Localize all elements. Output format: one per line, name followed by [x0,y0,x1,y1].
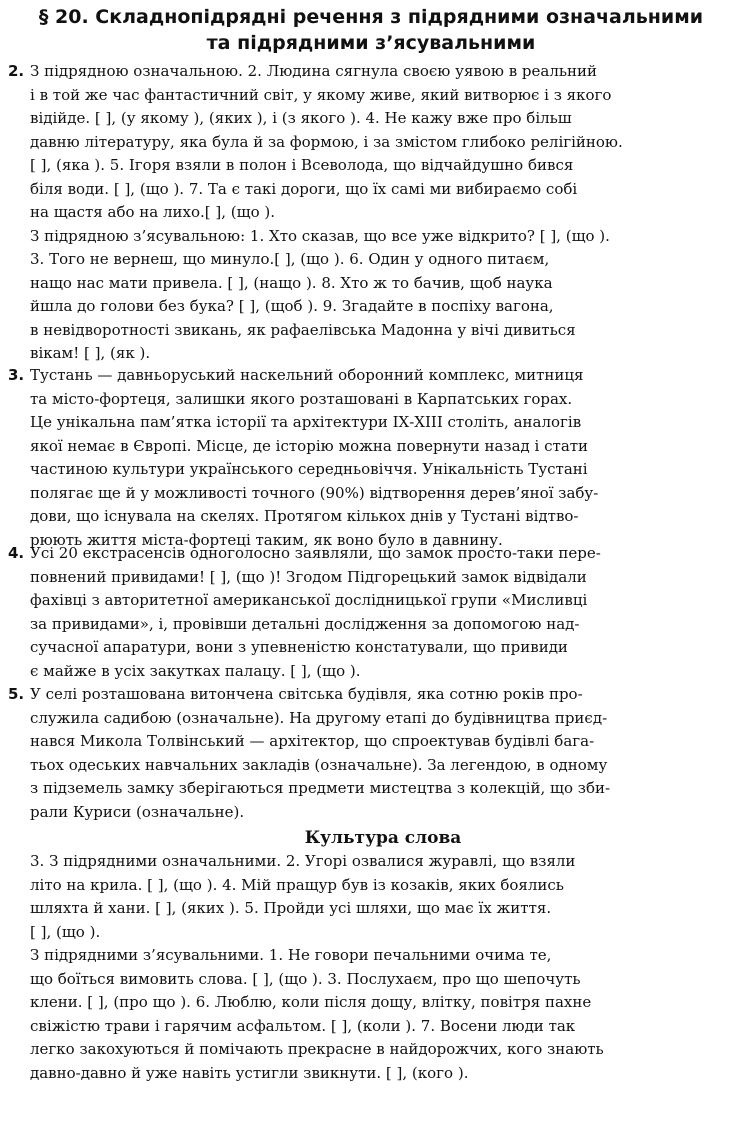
text-line: клени. [ ], (про що ). 6. Люблю, коли після дощу, влітку, повітря пахне [30,993,592,1011]
text-line: йшла до голови без бука? [ ], (щоб ). 9. Згадайте в поспіху вагона, [30,297,554,315]
text-line: У селі розташована витончена світська будівля, яка сотню років про- [30,685,583,703]
exercise-number: 2. [8,62,25,80]
text-line: 3. З підрядними означальними. 2. Угорі озвалися журавлі, що взяли [30,852,576,870]
text-line: З підрядною з’ясувальною: 1. Хто сказав, що все уже відкрито? [ ], (що ). [30,226,610,245]
text-line: [ ], (яка ). 5. Ігоря взяли в полон і Всеволода, що відчайдушно бився [30,156,574,174]
text-line: на щастя або на лихо.[ ], (що ). [30,203,276,221]
text-line: сучасної апаратури, вони з упевненістю констатували, що привиди [30,638,568,656]
text-line: вікам! [ ], (як ). [30,344,151,362]
text-line: та місто-фортеця, залишки якого розташовані в Карпатських горах. [30,389,573,408]
title-line-1: § 20. Складнопідрядні речення з підрядними означальними [38,6,704,28]
subsection-heading: Культура слова [304,828,462,848]
section-title [0,4,742,56]
text-line: з підземель замку зберігаються предмети мистецтва з колекцій, що зби- [30,779,611,797]
exercise-number: 3. [8,366,25,384]
text-line: є майже в усіх закутках палацу. [ ], (що ). [30,661,361,680]
text-line: давно-давно й уже навіть устигли звикнути. [ ], (кого ). [30,1063,469,1082]
text-line: З підрядними з’ясувальними. 1. Не говори печальними очима те, [30,946,552,964]
text-line: що боїться вимовить слова. [ ], (що ). 3. Послухаєм, про що шепочуть [30,969,581,988]
exercise-5 [8,683,736,824]
text-line: літо на крила. [ ], (що ). 4. Мій пращур був із козаків, яких боялись [30,875,564,894]
exercise-4 [8,542,736,683]
text-line: і в той же час фантастичний світ, у якому живе, який витворює і з якого [30,85,612,104]
text-line: Тустань — давньоруський наскельний оборонний комплекс, митниця [30,366,584,384]
text-line: шляхта й хани. [ ], (яких ). 5. Пройди усі шляхи, що має їх життя. [30,899,552,917]
text-line: Усі 20 екстрасенсів одноголосно заявляли, що замок просто-таки пере- [30,544,601,562]
exercise-number: 5. [8,685,25,703]
text-line: служила садибою (означальне). На другому етапі до будівництва приєд- [30,708,608,727]
text-line: [ ], (що ). [30,922,101,941]
text-line: нащо нас мати привела. [ ], (нащо ). 8. Хто ж то бачив, щоб наука [30,273,553,292]
text-line: фахівці з авторитетної американської дослідницької групи «Мисливці [30,591,588,609]
text-line: давню літературу, яка була й за формою, і за змістом глибоко релігійною. [30,132,623,151]
text-line: якої немає в Європі. Місце, де історію можна повернути назад і стати [30,436,589,455]
text-line: полягає ще й у можливості точного (90%) відтворення дерев’яної забу- [30,483,599,502]
text-line: 3. Того не вернеш, що минуло.[ ], (що ). 6. Один у одного питаєм, [30,250,550,268]
exercise-2 [8,60,736,366]
text-line: свіжістю трави і гарячим асфальтом. [ ], (коли ). 7. Восени люди так [30,1016,576,1035]
text-line: за привидами», і, провівши детальні дослідження за допомогою над- [30,614,580,633]
text-line: повнений привидами! [ ], (що )! Згодом Підгорецький замок відвідали [30,567,587,586]
text-line: рали Куриси (означальне). [30,802,245,821]
exercise-3 [8,364,736,552]
text-line: тьох одеських навчальних закладів (означальне). За легендою, в одному [30,755,608,774]
text-line: частиною культури українського середньовіччя. Унікальність Тустані [30,460,588,478]
text-line: легко закохуються й помічають прекрасне в найдорожчих, кого знають [30,1040,604,1058]
text-line: З підрядною означальною. 2. Людина сягнула своєю уявою в реальний [30,62,598,80]
culture-of-speech [8,826,736,1085]
text-line: відійде. [ ], (у якому ), (яких ), і (з якого ). 4. Не кажу вже про більш [30,109,572,127]
text-line: дови, що існувала на скелях. Протягом кількох днів у Тустані відтво- [30,507,579,525]
text-line: рюють життя міста-фортеці таким, як воно було в давнину. [30,530,503,549]
text-line: біля води. [ ], (що ). 7. Та є такі дороги, що їх самі ми вибираємо собі [30,179,578,198]
title-line-2: та підрядними з’ясувальними [206,32,536,54]
text-line: Це унікальна пам’ятка історії та архітектури ІХ-ХІІІ століть, аналогів [30,413,582,431]
text-line: в невідворотності звикань, як рафаелівська Мадонна у вічі дивиться [30,320,576,339]
exercise-number: 4. [8,544,25,562]
exercise-2-part-2 [8,225,736,366]
text-line: нався Микола Толвінський — архітектор, що спроектував будівлі бага- [30,732,595,750]
